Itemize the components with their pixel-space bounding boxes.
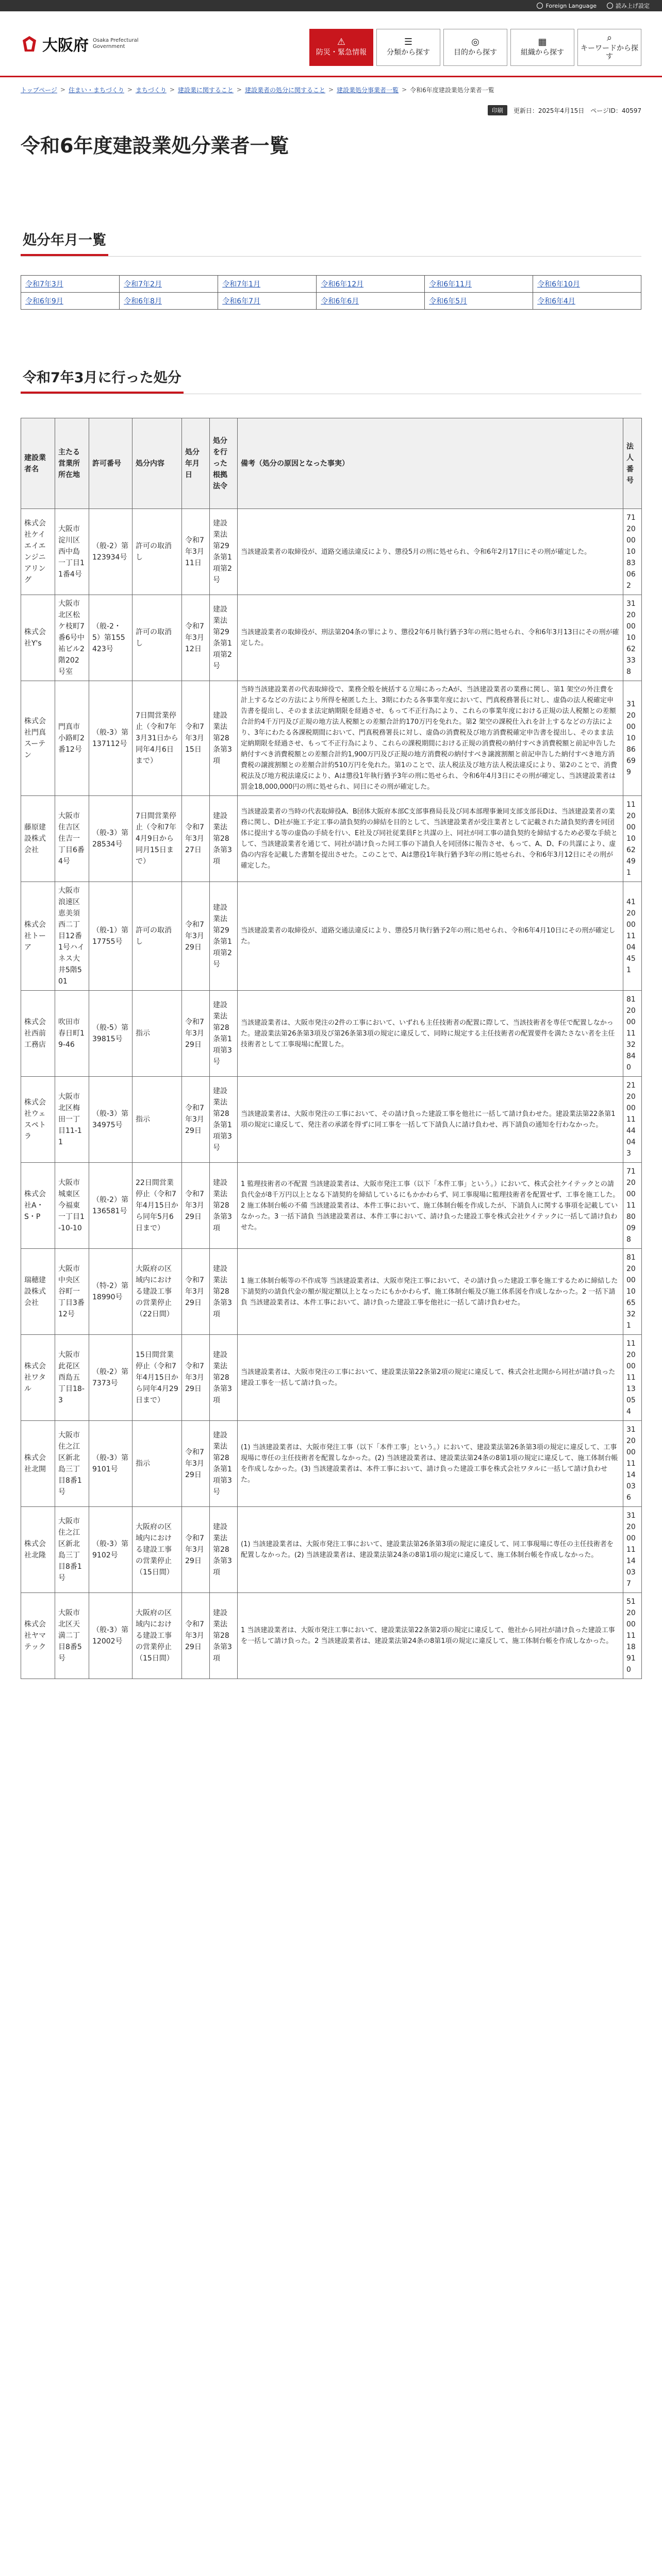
month-cell [317,276,425,293]
corporate-number: 3120001062338 [623,595,642,681]
license-number: （般-3）第28534号 [89,796,133,882]
table-row [21,681,642,796]
search-icon: ⌕ [606,32,613,43]
corporate-number: 8120001065321 [623,1249,642,1335]
company-name: 株式会社A・S・P [21,1163,55,1249]
reason-text: (1) 当該建設業者は、大阪市発注工事（以下「本件工事」という。）において、建設業法第26条第3項の規定に違反して、工事現場に専任の主任技術者を配置しなかった。(2) 当該建設業者は、建設業法第24条の8第1項の規定に違反して、施工体制台帳を作成しなかった。(3) 当該建設業者は、本件工事において、請け負った建設工事を株式会社ワタルに一括して請け負わせた。 [238,1421,623,1507]
company-name: 株式会社Y's [21,595,55,681]
office-address: 大阪市住之江区新北島三丁目8番1号 [55,1507,89,1593]
nav-label: 防災・緊急情報 [316,48,367,57]
table-row [21,1335,642,1421]
company-name: 瑞穂建設株式会社 [21,1249,55,1335]
table-row [21,882,642,991]
license-number: （般-3）第9101号 [89,1421,133,1507]
month-link[interactable]: 令和6年8月 [124,297,162,306]
action-content: 指示 [133,1421,182,1507]
corporate-number: 4120001104451 [623,882,642,991]
action-date: 令和7年3月29日 [182,1077,210,1163]
action-date: 令和7年3月29日 [182,1593,210,1679]
nav-label: 分類から探す [387,48,430,57]
month-cell [425,276,533,293]
osaka-logo-icon [21,35,38,53]
legal-basis: 建設業法第28条第3項 [210,1507,238,1593]
office-address: 門真市小路町2番12号 [55,681,89,796]
action-content: 大阪府の区域内における建設工事の営業停止（15日間） [133,1593,182,1679]
utility-bar [0,0,662,11]
legal-basis: 建設業法第28条第3項 [210,796,238,882]
company-name: 株式会社トーア [21,882,55,991]
month-cell [21,293,120,310]
reason-text: 当該建設業者は、大阪市発注の工事において、その請け負った建設工事を他社に一括して請け負わせた。建設業法第22条第1項の規定に違反して、発注者の承諾を得ずに同工事を一括して下請負人に請け負わせ、再下請負の通知を行わなかった。 [238,1077,623,1163]
action-date: 令和7年3月29日 [182,1507,210,1593]
license-number: （般-2）第123934号 [89,509,133,595]
office-address: 大阪市浪速区恵美須西二丁目12番1号ハイネス大井5階501 [55,882,89,991]
month-section-title: 処分年月一覧 [21,224,108,256]
action-content: 大阪府の区域内における建設工事の営業停止（15日間） [133,1507,182,1593]
action-content: 許可の取消し [133,509,182,595]
office-address: 大阪市此花区酉島五丁目18-3 [55,1335,89,1421]
license-number: （般-2）第136581号 [89,1163,133,1249]
table-row [21,509,642,595]
month-link[interactable]: 令和6年6月 [321,297,359,306]
action-date: 令和7年3月29日 [182,991,210,1077]
action-content: 大阪府の区域内における建設工事の営業停止（22日間） [133,1249,182,1335]
office-address: 大阪市住之江区新北島三丁目8番1号 [55,1421,89,1507]
action-date: 令和7年3月12日 [182,595,210,681]
month-cell [317,293,425,310]
action-date: 令和7年3月27日 [182,796,210,882]
column-header: 主たる営業所所在地 [55,418,89,509]
table-row [21,1593,642,1679]
action-content: 7日間営業停止（令和7年4月9日から同月15日まで） [133,796,182,882]
corporate-number: 2120001144043 [623,1077,642,1163]
nav-by-purpose[interactable] [443,29,507,66]
corporate-number: 1120001113054 [623,1335,642,1421]
legal-basis: 建設業法第29条第1項第2号 [210,595,238,681]
reason-text: 1 施工体制台帳等の不作成等 当該建設業者は、大阪市発注工事において、その請け負った建設工事を施工するために締結した下請契約の請負代金の額が規定額以上となったにもかかわらず、施工体制台帳及び施工体系図を作成しなかった。2 一括下請負 当該建設業者は、本件工事において、請け負った建設工事を他社に一括して請け負わせた。 [238,1249,623,1335]
breadcrumb-link[interactable]: 建設業処分事業者一覧 [337,86,399,94]
table-row [21,1077,642,1163]
legal-basis: 建設業法第28条第3項 [210,681,238,796]
column-header: 処分を行った根拠法令 [210,418,238,509]
company-name: 株式会社門真スーテン [21,681,55,796]
logo-text-jp: 大阪府 [42,36,89,55]
legal-basis: 建設業法第29条第1項第2号 [210,509,238,595]
reason-text: 当該建設業者の取締役が、道路交通法違反により、懲役5月の刑に処せられ、令和6年2月17日にその刑が確定した。 [238,509,623,595]
month-link[interactable]: 令和6年5月 [429,297,468,306]
legal-basis: 建設業法第28条第3項 [210,1249,238,1335]
globe-icon [537,3,543,9]
company-name: 株式会社ヤマテック [21,1593,55,1679]
month-link[interactable]: 令和7年1月 [222,280,261,289]
breadcrumb-link[interactable]: 住まい・まちづくり [68,86,124,94]
license-number: （般-5）第39815号 [89,991,133,1077]
table-row [21,595,642,681]
legal-basis: 建設業法第28条第3項 [210,1335,238,1421]
legal-basis: 建設業法第29条第1項第2号 [210,882,238,991]
reason-text: 当該建設業者の取締役が、刑法第204条の罪により、懲役2年6月執行猶予3年の刑に処せられ、令和6年3月13日にその刑が確定した。 [238,595,623,681]
license-number: （般-3）第12002号 [89,1593,133,1679]
month-link[interactable]: 令和7年2月 [124,280,162,289]
reason-text: (1) 当該建設業者は、大阪市発注工事において、建設業法第26条第3項の規定に違反して、同工事現場に専任の主任技術者を配置しなかった。(2) 当該建設業者は、建設業法第24条の8第1項の規定に違反して、施工体制台帳を作成しなかった。 [238,1507,623,1593]
month-cell [533,293,641,310]
reason-text: 当該建設業者の取締役が、道路交通法違反により、懲役5月執行猶予2年の刑に処せられ、令和6年4月10日にその刑が確定した。 [238,882,623,991]
table-row [21,1163,642,1249]
table-row [21,1249,642,1335]
corporate-number: 1120001062491 [623,796,642,882]
corporate-number: 3120001114037 [623,1507,642,1593]
action-date: 令和7年3月29日 [182,1421,210,1507]
action-content: 15日間営業停止（令和7年4月15日から同年4月29日まで） [133,1335,182,1421]
month-cell [218,276,317,293]
license-number: （般-1）第17755号 [89,882,133,991]
action-date: 令和7年3月29日 [182,1163,210,1249]
site-header [0,11,662,77]
nav-label: 目的から探す [454,48,497,57]
site-logo[interactable] [21,32,138,55]
breadcrumb-separator: > [328,86,334,93]
office-address: 大阪市城東区今福東一丁目1-10-10 [55,1163,89,1249]
nav-by-category[interactable] [376,29,440,66]
legal-basis: 建設業法第28条第3項 [210,1163,238,1249]
corporate-number: 3120001086699 [623,681,642,796]
table-row [21,991,642,1077]
company-name: 株式会社ウェスペトラ [21,1077,55,1163]
month-link[interactable]: 令和6年7月 [222,297,261,306]
speaker-icon [607,3,613,9]
breadcrumb-separator: > [236,86,242,93]
march-section-title: 令和7年3月に行った処分 [21,361,184,394]
company-name: 藤原建設株式会社 [21,796,55,882]
breadcrumb-link[interactable]: 建設業に関すること [177,86,234,94]
breadcrumb-separator: > [402,86,407,93]
license-number: （般-2・5）第155423号 [89,595,133,681]
corporate-number: 5120001118910 [623,1593,642,1679]
action-content: 指示 [133,1077,182,1163]
column-header: 法人番号 [623,418,642,509]
global-nav [309,29,641,66]
breadcrumb-link[interactable]: トップページ [21,86,57,94]
foreign-language-label: Foreign Language [545,2,597,9]
legal-basis: 建設業法第28条第1項第3号 [210,991,238,1077]
column-header: 備考（処分の原因となった事実） [238,418,623,509]
month-section-heading-wrap [21,193,641,257]
month-link[interactable]: 令和6年12月 [321,280,364,289]
reason-text: 当時当該建設業者の代表取締役で、業務全般を統括する立場にあったAが、当該建設業者の業務に関し、第1 架空の外注費を計上するなどの方法により所得を秘匿した上、3期にわたる各事業年度において、門真税務署長に対し、虚偽の法人税確定申告書を提出し、そのまま法定納期限を経過させ、もって不正行為により、これらの事業年度における正規の法人税額との差額合計約4千万円及び正規の地方法人税額との差額合計約170万円を免れた。第2 架空の課税仕入れを計上するなどの方法により、3年にわたる各課税期間において、門真税務署長に対し、虚偽の消費税及び地方消費税確定申告書を提出し、そのまま法定納期限を経過させ、もって不正行為により、これらの課税期間における正規の消費税の納付すべき消費税額と前記申告した納付すべき消費税額との差額合計約1,900万円及び正規の地方消費税の納付すべき譲渡割額と前記申告した納付すべき地方消費税の譲渡割額との差額合計約510万円を免れた。第1のことで、法人税法及び地方法人税法違反により、第2のことで、消費税法及び地方税法違反により、Aは懲役1年執行猶予3年の刑に処せられ、令和6年4月3日にその刑が確定し、当該建設業者は罰金18,000,000円の刑に処せられ、同日にその刑が確定した。 [238,681,623,796]
legal-basis: 建設業法第28条第1項第3号 [210,1077,238,1163]
month-row [21,276,641,293]
breadcrumb-separator: > [127,86,133,93]
column-header: 処分年月日 [182,418,210,509]
corporate-number: 7120001180098 [623,1163,642,1249]
action-date: 令和7年3月29日 [182,1249,210,1335]
action-date: 令和7年3月11日 [182,509,210,595]
breadcrumb-current: 令和6年度建設業処分業者一覧 [410,86,494,94]
month-link[interactable]: 令和6年11月 [429,280,472,289]
company-name: 株式会社ケイエイエンジニアリング [21,509,55,595]
disposition-table [21,418,642,1679]
month-link[interactable]: 令和7年3月 [25,280,63,289]
logo-text-en: Osaka Prefectural Government [93,37,139,49]
warning-icon: ⚠ [337,37,346,47]
month-cell [120,293,218,310]
month-cell [218,293,317,310]
office-address: 大阪市淀川区西中島一丁目11番4号 [55,509,89,595]
march-section-heading-wrap [21,330,641,394]
table-row [21,796,642,882]
month-row [21,293,641,310]
reason-text: 当該建設業者は、大阪市発注の工事において、建設業法第22条第2項の規定に違反して、株式会社北開から同社が請け負った建設工事を一括して請け負った。 [238,1335,623,1421]
building-icon: ▦ [538,37,547,47]
column-header: 許可番号 [89,418,133,509]
month-index-table [21,275,641,310]
action-date: 令和7年3月29日 [182,1335,210,1421]
license-number: （特-2）第18990号 [89,1249,133,1335]
month-link[interactable]: 令和6年9月 [25,297,63,306]
office-address: 大阪市住吉区住吉一丁目6番4号 [55,796,89,882]
reason-text: 1 監理技術者の不配置 当該建設業者は、大阪市発注工事（以下「本件工事」という。）において、株式会社ケイテックとの請負代金が8千万円以上となる下請契約を締結しているにもかかわらず、同工事現場に監理技術者を配置せず、工事を施工した。2 施工体制台帳の不備 当該建設業者は、本件工事において、施工体制台帳を作成したが、下請負人に関する事項を記載していなかった。3 一括下請負 当該建設業者は、本件工事において、請け負った建設工事を株式会社ケイテックに一括して請け負わせた。 [238,1163,623,1249]
table-row [21,1507,642,1593]
office-address: 大阪市北区天満二丁目8番5号 [55,1593,89,1679]
action-content: 7日間営業停止（令和7年3月31日から同年4月6日まで） [133,681,182,796]
legal-basis: 建設業法第28条第3項 [210,1593,238,1679]
foreign-language-link[interactable] [537,3,597,9]
office-address: 大阪市北区梅田一丁目11-11 [55,1077,89,1163]
company-name: 株式会社北開 [21,1421,55,1507]
nav-by-organization[interactable] [510,29,574,66]
reason-text: 当該建設業者は、大阪市発注の2件の工事において、いずれも主任技術者の配置に際して、当該技術者を専任で配置しなかった。建設業法第26条第3項及び第26条第3項の規定に違反して、同時に規定する主任技術者の配置要件を満たさない者を主任技術者として工事現場に配置した。 [238,991,623,1077]
month-link[interactable]: 令和6年10月 [537,280,580,289]
voice-settings-link[interactable] [607,2,650,10]
action-date: 令和7年3月29日 [182,882,210,991]
action-date: 令和7年3月15日 [182,681,210,796]
action-content: 指示 [133,991,182,1077]
office-address: 大阪市中央区谷町一丁目3番12号 [55,1249,89,1335]
license-number: （般-3）第137112号 [89,681,133,796]
breadcrumb [0,77,662,102]
column-header: 建設業者名 [21,418,55,509]
company-name: 株式会社北隆 [21,1507,55,1593]
month-cell [533,276,641,293]
company-name: 株式会社ワタル [21,1335,55,1421]
page-title: 令和6年度建設業処分業者一覧 [21,134,289,157]
nav-label: 組織から探す [521,48,564,57]
corporate-number: 8120001132840 [623,991,642,1077]
target-icon: ◎ [471,37,479,47]
corporate-number: 3120001114036 [623,1421,642,1507]
list-icon: ☰ [404,37,413,47]
breadcrumb-link[interactable]: 建設業者の処分に関すること [244,86,325,94]
office-address: 吹田市春日町19-46 [55,991,89,1077]
license-number: （般-2）第7373号 [89,1335,133,1421]
company-name: 株式会社西前工務店 [21,991,55,1077]
month-cell [425,293,533,310]
corporate-number: 7120001083062 [623,509,642,595]
reason-text: 当該建設業者の当時の代表取締役A、B団体大阪府本部C支部事務局長及び同本部理事兼同支部支部長Dは、当該建設業者の業務に関し、D社が施工予定工事の請負契約の締結を目的として、当該建設業者が受注業者として記載された請負契約書を同団体に提出する等の虚偽の手続を行い、E社及び同社従業員Fと共謀の上、同社が同工事の請負契約を締結するため必要な手続として、当該建設業者を通じて、同社が請け負った同工事の下請負人を同団体に報告させ、もって、A、D、Fの共謀により、虚偽の内容を記載した書類を提出させた。このことで、Aは懲役1年執行猶予3年の刑に処せられ、令和6年3月12日にその刑が確定した。 [238,796,623,882]
action-content: 許可の取消し [133,595,182,681]
updated-date: 更新日：2025年4月15日 [513,107,585,114]
reason-text: 1 当該建設業者は、大阪市発注工事において、建設業法第22条第2項の規定に違反して、他社から同社が請け負った建設工事を一括して請け負った。2 当該建設業者は、建設業法第24条の8第1項の規定に違反して、施工体制台帳を作成しなかった。 [238,1593,623,1679]
action-content: 22日間営業停止（令和7年4月15日から同年5月6日まで） [133,1163,182,1249]
voice-settings-label: 読み上げ設定 [616,3,650,9]
month-link[interactable]: 令和6年4月 [537,297,575,306]
column-header: 処分内容 [133,418,182,509]
breadcrumb-separator: > [60,86,65,93]
legal-basis: 建設業法第28条第1項第3号 [210,1421,238,1507]
nav-disaster-info[interactable] [309,29,373,66]
page-id: ページID：40597 [590,107,641,114]
license-number: （般-3）第34975号 [89,1077,133,1163]
office-address: 大阪市北区松ケ枝町7番6号中祐ビル2階202号室 [55,595,89,681]
breadcrumb-separator: > [169,86,175,93]
license-number: （般-3）第9102号 [89,1507,133,1593]
table-row [21,1421,642,1507]
nav-by-keyword[interactable] [577,29,641,66]
month-cell [21,276,120,293]
nav-label: キーワードから探す [581,44,638,61]
print-button[interactable]: 印刷 [488,105,507,115]
month-cell [120,276,218,293]
action-content: 許可の取消し [133,882,182,991]
page-meta [0,105,662,115]
breadcrumb-link[interactable]: まちづくり [135,86,167,94]
